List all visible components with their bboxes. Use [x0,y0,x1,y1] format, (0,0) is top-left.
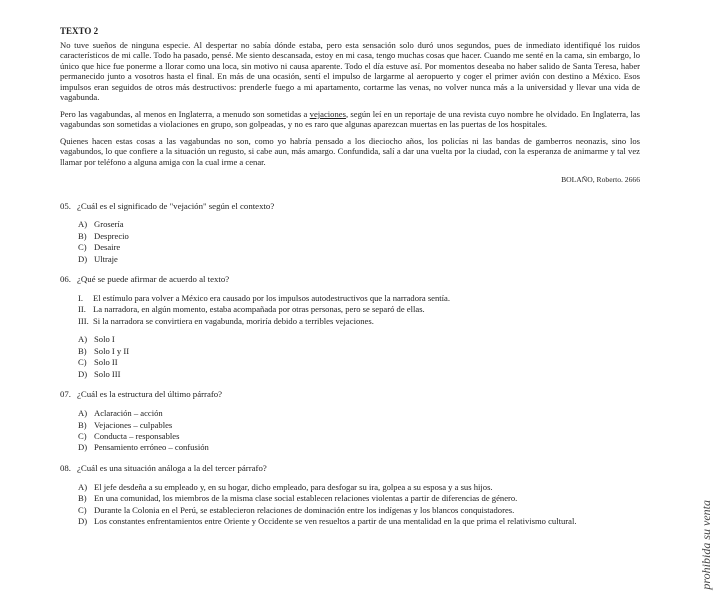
option-letter: A) [78,334,88,345]
question-number: 08. [60,462,71,473]
question-05 [60,201,640,265]
document-page [60,26,640,537]
question-prompt: ¿Cuál es el significado de "vejación" según el contexto? [77,200,275,211]
paragraph-2-start: Pero las vagabundas, al menos en Inglaterra, a menudo son sometidas a [60,108,310,119]
option-text: Desaire [94,242,121,253]
statement-numeral: III. [78,315,89,326]
option-letter: B) [78,419,87,430]
question-number: 05. [60,200,71,211]
option-text: Solo I y II [94,345,130,356]
statement-ii [78,304,640,314]
option-letter: B) [78,493,87,504]
option-text: Vejaciones – culpables [94,419,173,430]
option-text: Ultraje [94,253,118,264]
option-a[interactable] [78,482,640,492]
option-d[interactable] [78,369,640,379]
question-08 [60,463,640,527]
side-watermark-text: prohibida su venta [699,500,713,590]
statement-numeral: II. [78,304,86,315]
paragraph-1: No tuve sueños de ninguna especie. Al despertar no sabía dónde estaba, pero esta sensación solo duró unos segundos, pues de inmediato identifiqué los ruidos característicos de mi calle. Todo ha pasado, pensé. Me siento descansada, estoy en mi casa, tengo muchas cosas que hacer. Cuando me senté en la cama, sin embargo, lo único que hice fue ponerme a llorar como una loca, sin motivo ni causa aparente. Todo el día estuve así. Por momentos deseaba no haber salido de Santa Teresa, haber permanecido junto a vosotros hasta el final. En más de una ocasión, sentí el impulso de largarme al aeropuerto y coger el primer avión con destino a México. Esos impulsos eran seguidos de otros más destructivos: prenderle fuego a mi apartamento, cortarme las venas, no volver nunca más a la universidad y llevar una vida de vagabunda. [60,39,640,103]
option-text: Durante la Colonia en el Perú, se establecieron relaciones de dominación entre los indígenas y los blancos conquistadores. [94,504,515,515]
option-letter: D) [78,442,88,453]
option-c[interactable] [78,431,640,441]
option-letter: A) [78,219,88,230]
option-text: Solo III [94,368,121,379]
statement-i [78,293,640,303]
option-text: Desprecio [94,230,129,241]
option-letter: B) [78,230,87,241]
option-d[interactable] [78,442,640,452]
option-c[interactable] [78,357,640,367]
option-b[interactable] [78,231,640,241]
option-letter: A) [78,481,88,492]
option-d[interactable] [78,254,640,264]
question-prompt: ¿Cuál es la estructura del último párrafo? [77,389,223,400]
statement-text: La narradora, en algún momento, estaba acompañada por otras personas, pero se separó de ellas. [93,304,425,315]
question-number: 06. [60,274,71,285]
option-a[interactable] [78,334,640,344]
paragraph-3: Quienes hacen estas cosas a las vagabundas no son, como yo habría pensado a los dieciocho años, los policías ni las bandas de gamberros neonazis, sino los vagabundos, lo que confiere a la situación un regusto, si cabe aun, más amargo. Confundida, salí a dar una vuelta por la ciudad, con la esperanza de animarme y tal vez llamar por teléfono a alguna amiga con la cual irme a cenar. [60,135,640,167]
option-letter: D) [78,368,88,379]
option-d[interactable] [78,516,640,526]
option-text: El jefe desdeña a su empleado y, en su hogar, dicho empleado, para desfogar su ira, golpea a su esposa y a sus hijos. [94,481,493,492]
option-letter: C) [78,504,87,515]
option-c[interactable] [78,242,640,252]
underlined-word: vejaciones [309,108,346,119]
option-b[interactable] [78,420,640,430]
option-letter: B) [78,345,87,356]
option-letter: A) [78,408,88,419]
option-text: Los constantes enfrentamientos entre Oriente y Occidente se ven resueltos a partir de una mentalidad en la que prima el relativismo cultural. [94,516,577,527]
statement-text: Si la narradora se convirtiera en vagabunda, moriría debido a terribles vejaciones. [93,315,374,326]
question-prompt: ¿Cuál es una situación análoga a la del tercer párrafo? [77,462,267,473]
option-text: Conducta – responsables [94,431,180,441]
option-text: Solo I [94,334,115,345]
statement-numeral: I. [78,292,84,303]
option-text: Grosería [94,219,124,230]
question-07 [60,389,640,453]
option-a[interactable] [78,408,640,418]
statement-iii [78,316,640,326]
option-b[interactable] [78,493,640,503]
option-letter: C) [78,242,87,253]
option-letter: D) [78,253,88,264]
text-title: TEXTO 2 [60,26,99,36]
option-a[interactable] [78,219,640,229]
statement-text: El estímulo para volver a México era causado por los impulsos autodestructivos que la narradora sentía. [93,292,451,303]
option-text: En una comunidad, los miembros de la misma clase social establecen relaciones violentas a partir de diferencias de género. [94,493,518,504]
option-text: Pensamiento erróneo – confusión [94,442,209,453]
option-text: Aclaración – acción [94,408,163,419]
question-prompt: ¿Qué se puede afirmar de acuerdo al texto? [77,274,230,285]
paragraph-2-end: , según leí en un reportaje de una revista cuyo nombre he olvidado. En Inglaterra, las vagabundas son sometidas a violaciones en grupo, son golpeadas, y no es raro que algunas aparezcan muertas en las puertas de los hospitales. [60,108,641,130]
option-text: Solo II [94,357,118,368]
paragraph-2 [60,109,640,130]
option-letter: C) [78,431,87,441]
question-number: 07. [60,389,71,400]
option-letter: D) [78,516,88,527]
option-c[interactable] [78,505,640,515]
author-citation: BOLAÑO, Roberto. 2666 [561,175,640,185]
question-06 [60,274,640,379]
option-letter: C) [78,357,87,368]
option-b[interactable] [78,346,640,356]
